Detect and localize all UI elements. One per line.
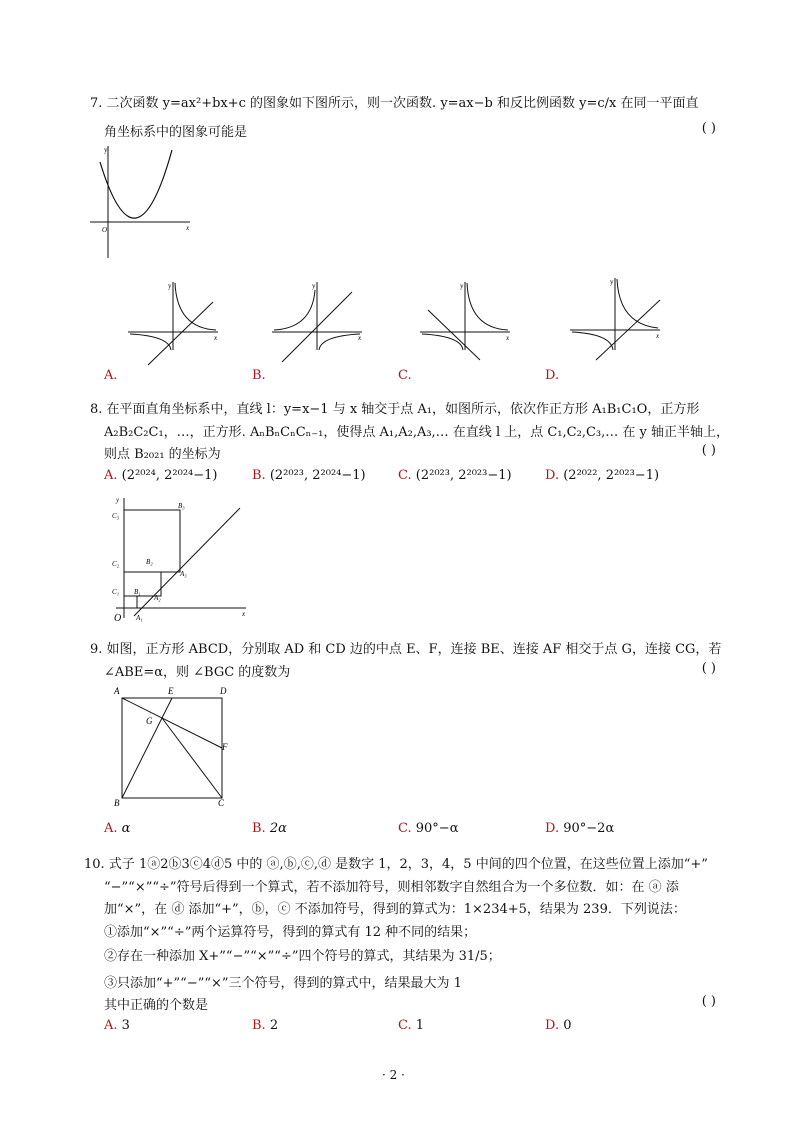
q8-option-a[interactable]: A. (2²⁰²⁴, 2²⁰²⁴−1) [104, 468, 218, 483]
q7-option-a[interactable]: A. [104, 368, 118, 383]
svg-text:y: y [610, 278, 614, 286]
svg-text:C₂: C₂ [112, 560, 120, 568]
q8-squares-figure [108, 496, 248, 624]
q10-line3: 加“×”，在 ⓓ 添加“+”，ⓑ，ⓒ 不添加符号，得到的算式为：1×234+5，结果为 239．下列说法： [104, 902, 686, 917]
svg-text:E: E [168, 686, 174, 696]
svg-text:B₂: B₂ [146, 558, 153, 566]
svg-text:A: A [114, 686, 120, 696]
svg-text:y: y [168, 282, 172, 290]
q10-line1: 10. 式子 1ⓐ2ⓑ3ⓒ4ⓓ5 中的 ⓐ,ⓑ,ⓒ,ⓓ 是数字 1，2，3，4，5 中间的四个位置，在这些位置上添加“+” [84, 857, 708, 872]
svg-text:C: C [218, 798, 225, 808]
q10-option-d[interactable]: D. 0 [545, 1018, 572, 1033]
q10-option-c[interactable]: C. 1 [398, 1018, 425, 1033]
q7-option-c[interactable]: C. [398, 368, 412, 383]
q8-option-b[interactable]: B. (2²⁰²³, 2²⁰²⁴−1) [252, 468, 366, 483]
svg-text:G: G [146, 716, 153, 726]
svg-text:y: y [312, 282, 316, 290]
svg-text:x: x [358, 334, 362, 342]
q7-option-d[interactable]: D. [545, 368, 560, 383]
svg-text:x: x [656, 332, 660, 340]
q9-square-figure [108, 682, 236, 810]
svg-text:D: D [220, 686, 227, 696]
q7-origin-label: O [102, 226, 108, 234]
svg-text:x: x [242, 610, 246, 618]
q8-line1: 8. 在平面直角坐标系中，直线 l：y=x−1 与 x 轴交于点 A₁，如图所示，依次作正方形 A₁B₁C₁O，正方形 [90, 402, 700, 417]
q10-statement-3: ③只添加“+”“−”“×”三个符号，得到的算式中，结果最大为 1 [104, 976, 462, 991]
svg-text:B₁: B₁ [134, 588, 141, 596]
svg-text:C₁: C₁ [112, 588, 120, 596]
q7-parabola-graph [90, 140, 200, 260]
svg-text:x: x [214, 334, 218, 342]
q8-answer-blank: ( ) [701, 443, 716, 458]
svg-text:A₂: A₂ [154, 594, 161, 602]
svg-text:B: B [114, 798, 120, 808]
q7-option-d-graph [570, 276, 662, 352]
q7-option-a-graph [128, 280, 220, 352]
q7-axis-y-label: y [104, 146, 108, 154]
q9-option-d[interactable]: D. 90°−2α [545, 821, 615, 836]
q10-answer-blank: ( ) [701, 994, 716, 1009]
q9-line1: 9. 如图，正方形 ABCD，分别取 AD 和 CD 边的中点 E、F，连接 BE、连接 AF 相交于点 G，连接 CG，若 [90, 642, 722, 657]
q8-option-c[interactable]: C. (2²⁰²³, 2²⁰²³−1) [398, 468, 512, 483]
q9-option-c[interactable]: C. 90°−α [398, 821, 459, 836]
svg-text:C₃: C₃ [112, 512, 120, 520]
q10-statement-2: ②存在一种添加 X+”“−”“×”“÷”四个符号的算式，其结果为 31/5； [104, 949, 501, 964]
page-number: · 2 · [382, 1068, 405, 1082]
q10-statement-1: ①添加“×”“÷”两个运算符号，得到的算式有 12 种不同的结果； [104, 925, 477, 940]
q7-answer-blank: ( ) [701, 121, 716, 136]
svg-text:y: y [116, 496, 120, 504]
svg-text:y: y [460, 282, 464, 290]
q9-option-b[interactable]: B. 2α [252, 821, 287, 836]
q9-line2: ∠ABE=α，则 ∠BGC 的度数为 [104, 665, 291, 680]
q7-option-b[interactable]: B. [252, 368, 266, 383]
svg-text:B₃: B₃ [178, 502, 185, 510]
q10-option-a[interactable]: A. 3 [104, 1018, 130, 1033]
svg-text:F: F [222, 742, 228, 752]
q7-option-b-graph [272, 280, 364, 352]
q7-option-c-graph [420, 280, 512, 352]
q7-line2: 角坐标系中的图象可能是 [104, 125, 248, 140]
q10-line2: “−”“×”“÷”符号后得到一个算式，若不添加符号，则相邻数字自然组合为一个多位数．如：在 ⓐ 添 [104, 880, 679, 895]
q9-option-a[interactable]: A. α [104, 821, 131, 836]
q7-line1: 7. 二次函数 y=ax²+bx+c 的图象如下图所示，则一次函数. y=ax−b 和反比例函数 y=c/x 在同一平面直 [90, 96, 699, 111]
q10-option-b[interactable]: B. 2 [252, 1018, 279, 1033]
q8-option-d[interactable]: D. (2²⁰²², 2²⁰²³−1) [545, 468, 660, 483]
svg-text:A₁: A₁ [136, 614, 143, 622]
q9-answer-blank: ( ) [701, 661, 716, 676]
svg-text:x: x [506, 334, 510, 342]
q7-axis-x-label: x [186, 224, 190, 232]
q8-line3: 则点 B₂₀₂₁ 的坐标为 [104, 447, 221, 462]
q8-line2: A₂B₂C₂C₁，…，正方形. AₙBₙCₙCₙ₋₁，使得点 A₁,A₂,A₃,… 在直线 l 上，点 C₁,C₂,C₃,… 在 y 轴正半轴上， [104, 425, 729, 440]
q10-question: 其中正确的个数是 [104, 998, 209, 1013]
svg-text:O: O [114, 613, 122, 624]
svg-text:A₃: A₃ [180, 570, 187, 578]
